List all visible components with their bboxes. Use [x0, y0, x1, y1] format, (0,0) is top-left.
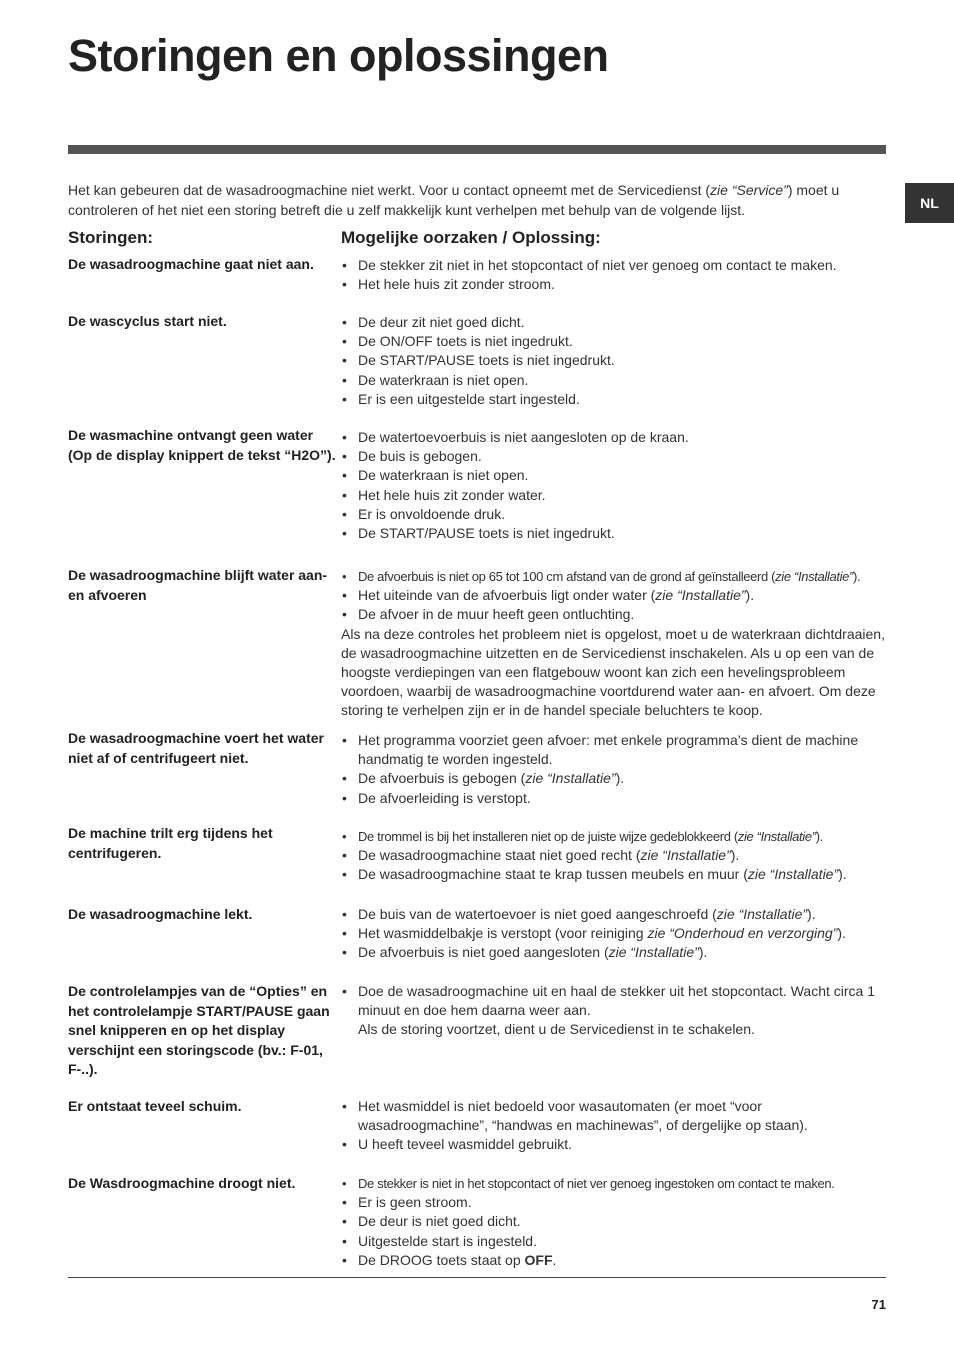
solution-text: De DROOG toets staat op — [358, 1251, 525, 1268]
solution-list — [341, 313, 886, 409]
language-tab: NL — [905, 183, 954, 223]
installatie-ref: zie “Installatie” — [747, 866, 839, 883]
page-title: Storingen en oplossingen — [68, 30, 609, 81]
installatie-ref: zie “Installatie” — [525, 770, 616, 787]
solution-item: • Het wasmiddel is niet bedoeld voor wasautomaten (er moet “voor wasadroogmachine”, “handwas en machinewas”, of dergelijke op staan). — [341, 1097, 886, 1135]
solution-text: ). — [615, 770, 625, 787]
solution-item: • De buis is gebogen. — [341, 447, 886, 466]
solution-list — [341, 1097, 886, 1155]
solution-item — [341, 827, 886, 846]
solution-item — [341, 924, 886, 943]
page-number: 71 — [871, 1297, 886, 1312]
solution-text: Het uiteinde van de afvoerbuis ligt onder water ( — [358, 587, 656, 604]
solution-text: ). — [807, 906, 816, 922]
solution-item: • De waterkraan is niet open. — [341, 466, 886, 485]
problem-label: De wasadroogmachine voert het water niet af of centrifugeert niet. — [68, 730, 324, 766]
solution-text: . — [552, 1251, 557, 1268]
solution-text: De afvoerbuis is gebogen ( — [358, 770, 526, 787]
solution-text: ). — [837, 925, 846, 942]
solution-item — [341, 769, 886, 788]
solution-item: • De START/PAUSE toets is niet ingedrukt. — [341, 524, 886, 543]
solution-text: De wasadroogmachine staat niet goed recht ( — [358, 847, 641, 864]
solution-text: De trommel is bij het installeren niet op de juiste wijze gedeblokkeerd ( — [358, 829, 738, 844]
solution-item: • Het hele huis zit zonder water. — [341, 486, 886, 505]
solution-item: • De stekker zit niet in het stopcontact of niet ver genoeg om contact te maken. — [341, 256, 886, 275]
solution-text: De afvoerbuis is niet goed aangesloten ( — [358, 944, 609, 961]
problem-label: De wascyclus start niet. — [68, 313, 227, 329]
footer-rule — [68, 1277, 886, 1278]
solution-item: • Het hele huis zit zonder stroom. — [341, 275, 886, 294]
solution-item — [341, 943, 886, 962]
solution-list — [341, 428, 886, 543]
title-rule — [68, 145, 886, 154]
onderhoud-ref: zie “Onderhoud en verzorging” — [647, 925, 838, 942]
solution-item: • Doe de wasadroogmachine uit en haal de stekker uit het stopcontact. Wacht circa 1 minuut en doe hem daarna weer aan. — [341, 982, 886, 1020]
solution-item — [341, 865, 886, 884]
solutions-header: Mogelijke oorzaken / Oplossing: — [341, 228, 601, 247]
problem-label: De machine trilt erg tijdens het centrifugeren. — [68, 825, 273, 861]
solution-text: De buis van de watertoevoer is niet goed aangeschroefd ( — [358, 906, 717, 922]
solution-text: ). — [698, 944, 708, 961]
solution-item: • De stekker is niet in het stopcontact of niet ver genoeg ingestoken om contact te maken. — [341, 1174, 886, 1193]
solution-note: Als de storing voortzet, dient u de Servicedienst in te schakelen. — [358, 1021, 755, 1038]
problem-label: De wasadroogmachine lekt. — [68, 906, 253, 922]
solution-list — [341, 905, 886, 963]
solution-text: De wasadroogmachine staat te krap tussen meubels en muur ( — [358, 866, 748, 883]
solution-item — [341, 905, 886, 924]
solution-item: • Uitgestelde start is ingesteld. — [341, 1232, 886, 1251]
problem-label: De wasmachine ontvangt geen water (Op de display knippert de tekst “H2O”). — [68, 427, 336, 463]
intro-service-ref: zie “Service” — [710, 182, 788, 198]
solution-list — [341, 982, 886, 1040]
solution-item: • De afvoerleiding is verstopt. — [341, 789, 886, 808]
solution-item: • De deur is niet goed dicht. — [341, 1212, 886, 1231]
solution-item: • Er is een uitgestelde start ingesteld. — [341, 390, 886, 409]
intro-text-end: ) moet u controleren of het niet een storing betreft die u zelf makkelijk kunt verhelpen met behulp van de volgende lijst. — [68, 182, 840, 218]
solution-text: ). — [838, 866, 847, 883]
problem-label: De wasadroogmachine gaat niet aan. — [68, 256, 314, 272]
problems-header: Storingen: — [68, 228, 153, 247]
installatie-ref: zie “Installatie” — [655, 587, 746, 604]
off-label: OFF — [524, 1251, 553, 1268]
solution-list — [341, 1174, 886, 1270]
problem-label: Er ontstaat teveel schuim. — [68, 1098, 242, 1114]
problem-label: De wasadroogmachine blijft water aan-en afvoeren — [68, 567, 328, 603]
solution-item: • De afvoer in de muur heeft geen ontluchting. — [341, 605, 886, 624]
solution-text: ). — [815, 829, 823, 844]
solution-note: Als na deze controles het probleem niet is opgelost, moet u de waterkraan dichtdraaien, de wasadroogmachine uitzetten en de Servicedienst inschakelen. Als u op een van de hoogste verdiepingen van een flatgebouw woont kan zich een hevelingsprobleem voordoen, waarbij de wasadroogmachine voortdurend water aan- en afvoert. Om deze storing te verhelpen zijn er in de handel speciale beluchters te koop. — [341, 625, 885, 719]
solution-text: ). — [853, 569, 861, 584]
solution-item — [341, 567, 886, 586]
solution-text: ). — [730, 847, 740, 864]
installatie-ref: zie “Installatie” — [775, 569, 853, 584]
intro-text-start: Het kan gebeuren dat de wasadroogmachine niet werkt. Voor u contact opneemt met de Servicedienst ( — [68, 182, 711, 198]
problem-label: De controlelampjes van de “Opties” en het controlelampje START/PAUSE gaan snel knipperen en op het display verschijnt een storingscode (bv.: F-01, F-..). — [68, 983, 330, 1077]
solution-item: • De waterkraan is niet open. — [341, 371, 886, 390]
solution-list — [341, 256, 886, 294]
solution-item: • Het programma voorziet geen afvoer: met enkele programma’s dient de machine handmatig te worden ingesteld. — [341, 731, 886, 769]
problem-label: De Wasdroogmachine droogt niet. — [68, 1175, 296, 1191]
solution-item — [341, 586, 886, 605]
installatie-ref: zie “Installatie” — [737, 829, 816, 844]
solution-item: • U heeft teveel wasmiddel gebruikt. — [341, 1135, 886, 1154]
solution-text: De afvoerbuis is niet op 65 tot 100 cm afstand van de grond af geïnstalleerd ( — [358, 569, 776, 584]
solution-item: • De watertoevoerbuis is niet aangesloten op de kraan. — [341, 428, 886, 447]
intro-paragraph — [68, 180, 886, 220]
installatie-ref: zie “Installatie” — [640, 847, 731, 864]
installatie-ref: zie “Installatie” — [608, 944, 699, 961]
solution-list — [341, 827, 886, 885]
solution-item: • De deur zit niet goed dicht. — [341, 313, 886, 332]
solution-item — [341, 846, 886, 865]
solution-item: • Er is geen stroom. — [341, 1193, 886, 1212]
solution-text: ). — [745, 587, 755, 604]
solution-item: • Er is onvoldoende druk. — [341, 505, 886, 524]
solution-item: • De ON/OFF toets is niet ingedrukt. — [341, 332, 886, 351]
solution-list — [341, 731, 886, 808]
installatie-ref: zie “Installatie” — [716, 906, 808, 922]
solution-text: Het wasmiddelbakje is verstopt (voor reiniging — [358, 925, 648, 942]
solution-item — [341, 1251, 886, 1270]
solution-list — [341, 567, 886, 721]
solution-item: • De START/PAUSE toets is niet ingedrukt. — [341, 351, 886, 370]
